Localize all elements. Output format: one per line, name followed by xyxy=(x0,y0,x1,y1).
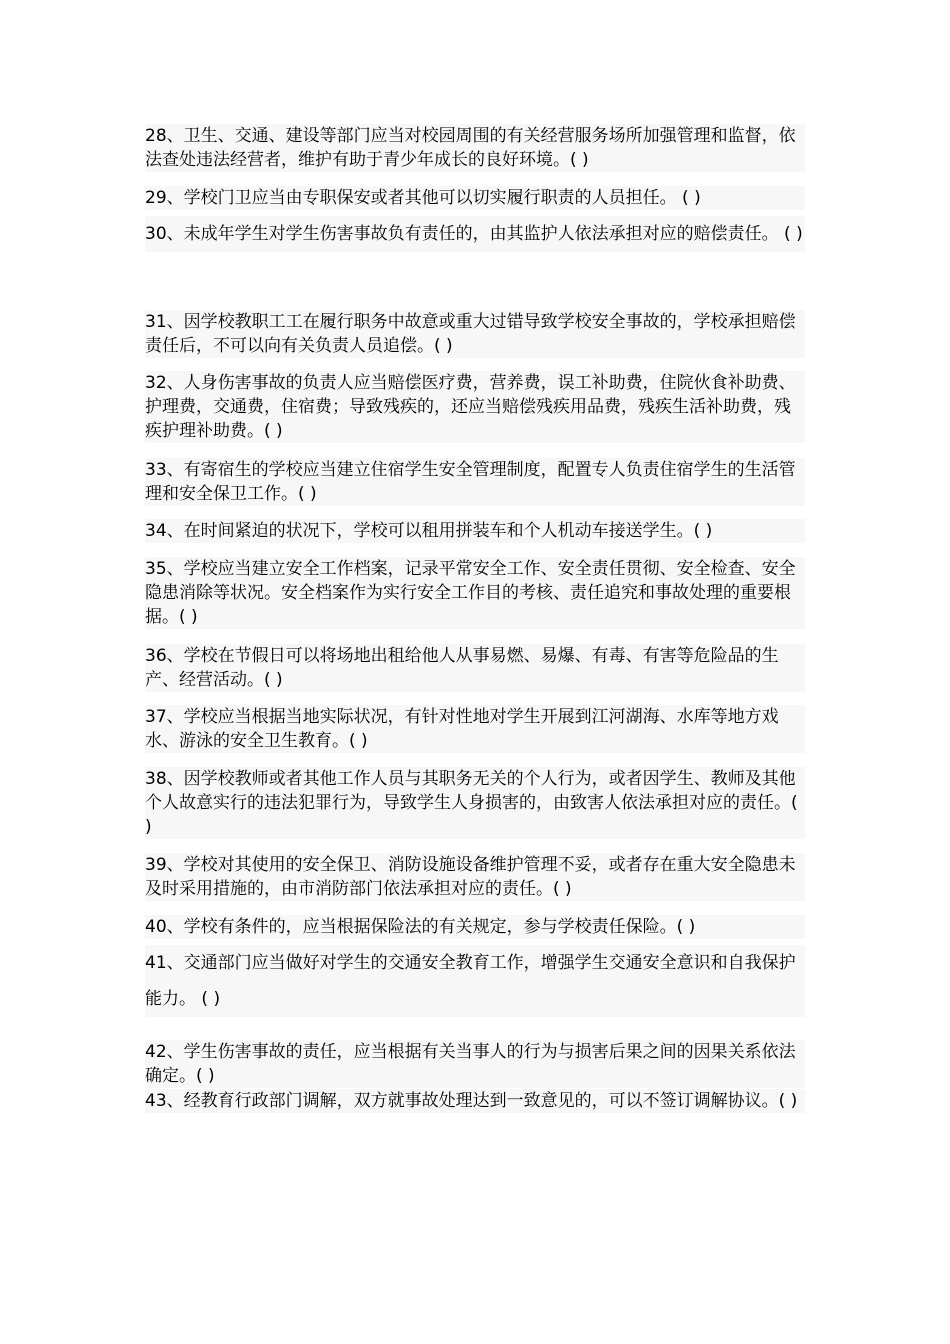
question-34-text: 34、在时间紧迫的状况下，学校可以租用拼装车和个人机动车接送学生。( ) xyxy=(145,521,713,541)
question-43-text: 43、经教育行政部门调解，双方就事故处理达到一致意见的，可以不签订调解协议。( ) xyxy=(145,1091,798,1111)
question-35 xyxy=(145,557,805,629)
question-42 xyxy=(145,1040,805,1088)
question-36-text: 36、学校在节假日可以将场地出租给他人从事易燃、易爆、有毒、有害等危险品的生产、经营活动。( ) xyxy=(145,646,779,690)
question-28-text: 28、卫生、交通、建设等部门应当对校园周围的有关经营服务场所加强管理和监督，依法查处违法经营者，维护有助于青少年成长的良好环境。( ) xyxy=(145,126,796,170)
question-28 xyxy=(145,124,805,172)
question-32 xyxy=(145,371,805,443)
question-40-text: 40、学校有条件的，应当根据保险法的有关规定，参与学校责任保险。( ) xyxy=(145,917,696,937)
question-30 xyxy=(145,216,805,252)
question-37 xyxy=(145,705,805,753)
question-39-text: 39、学校对其使用的安全保卫、消防设施设备维护管理不妥，或者存在重大安全隐患未及时采用措施的，由市消防部门依法承担对应的责任。( ) xyxy=(145,855,796,899)
question-33-text: 33、有寄宿生的学校应当建立住宿学生安全管理制度，配置专人负责住宿学生的生活管理和安全保卫工作。( ) xyxy=(145,460,796,504)
question-35-text: 35、学校应当建立安全工作档案，记录平常安全工作、安全责任贯彻、安全检查、安全隐患消除等状况。安全档案作为实行安全工作目的考核、责任追究和事故处理的重要根据。( ) xyxy=(145,559,796,627)
question-41-text: 41、交通部门应当做好对学生的交通安全教育工作，增强学生交通安全意识和自我保护能力。 ( ) xyxy=(145,953,796,1009)
question-31-text: 31、因学校教职工工在履行职务中故意或重大过错导致学校安全事故的，学校承担赔偿责任后，不可以向有关负责人员追偿。( ) xyxy=(145,312,796,356)
question-30-text: 30、未成年学生对学生伤害事故负有责任的，由其监护人依法承担对应的赔偿责任。 ( ) xyxy=(145,224,803,244)
question-29-text: 29、学校门卫应当由专职保安或者其他可以切实履行职责的人员担任。 ( ) xyxy=(145,188,701,208)
question-37-text: 37、学校应当根据当地实际状况，有针对性地对学生开展到江河湖海、水库等地方戏水、游泳的安全卫生教育。( ) xyxy=(145,707,779,751)
question-33 xyxy=(145,458,805,506)
question-38 xyxy=(145,767,805,839)
question-31 xyxy=(145,310,805,358)
question-41 xyxy=(145,945,805,1017)
question-29 xyxy=(145,186,805,210)
question-32-text: 32、人身伤害事故的负责人应当赔偿医疗费，营养费，误工补助费，住院伙食补助费、护理费，交通费，住宿费；导致残疾的，还应当赔偿残疾用品费，残疾生活补助费，残疾护理补助费。( ) xyxy=(145,373,796,441)
question-38-text: 38、因学校教师或者其他工作人员与其职务无关的个人行为，或者因学生、教师及其他个人故意实行的违法犯罪行为，导致学生人身损害的，由致害人依法承担对应的责任。( ) xyxy=(145,769,798,837)
question-43 xyxy=(145,1089,805,1113)
question-40 xyxy=(145,915,805,939)
question-42-text: 42、学生伤害事故的责任，应当根据有关当事人的行为与损害后果之间的因果关系依法确定。( ) xyxy=(145,1042,796,1086)
question-39 xyxy=(145,853,805,901)
question-34 xyxy=(145,519,805,543)
question-36 xyxy=(145,644,805,692)
